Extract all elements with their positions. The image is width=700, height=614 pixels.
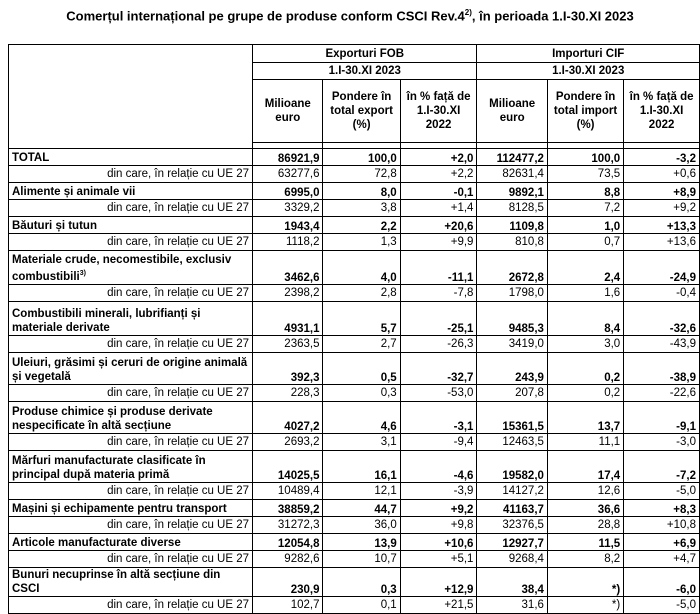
cell-exp-share: 1,3	[323, 234, 400, 251]
cell-imp-share: *)	[547, 597, 623, 614]
cell-exp-change: +9,2	[400, 500, 477, 517]
cell-imp-value: 8128,5	[477, 200, 547, 217]
row-label	[9, 353, 253, 385]
footnote-ref: 3)	[79, 270, 86, 278]
cell-exp-change: -3,1	[400, 402, 477, 434]
row-label-text: Mărfuri manufacturate clasificate în principal după materia primă	[12, 455, 206, 481]
cell-imp-value: 112477,2	[477, 149, 547, 166]
cell-imp-share: 13,7	[547, 402, 623, 434]
cell-exp-share: 3,8	[323, 200, 400, 217]
cell-exp-value: 3462,6	[253, 251, 323, 285]
cell-exp-share: 0,5	[323, 353, 400, 385]
table-row-eu27	[9, 200, 700, 217]
cell-imp-share: 11,1	[547, 434, 623, 451]
row-label-text: din care, în relație cu UE 27	[107, 485, 250, 497]
row-label	[9, 336, 253, 353]
cell-exp-value: 3329,2	[253, 200, 323, 217]
cell-exp-value: 10489,4	[253, 483, 323, 500]
row-label-text: TOTAL	[12, 152, 50, 164]
cell-imp-share: 8,8	[547, 183, 623, 200]
row-label	[9, 551, 253, 568]
table-body	[9, 149, 700, 614]
table-row-eu27	[9, 551, 700, 568]
cell-imp-change: -9,1	[624, 402, 700, 434]
table-row-group	[9, 217, 700, 234]
cell-imp-change: -5,0	[624, 483, 700, 500]
cell-imp-share: 11,5	[547, 534, 623, 551]
cell-exp-share: 0,3	[323, 385, 400, 402]
row-label-text: din care, în relație cu UE 27	[107, 553, 250, 565]
cell-imp-share: 1,0	[547, 217, 623, 234]
row-label-text: Produse chimice și produse derivate nespecificate în altă secțiune	[12, 406, 213, 432]
col-exp-change: în % față de 1.I-30.XI 2022	[400, 80, 477, 143]
table-row-eu27	[9, 483, 700, 500]
row-label-text: din care, în relație cu UE 27	[107, 436, 250, 448]
cell-exp-share: 5,7	[323, 302, 400, 336]
cell-exp-value: 228,3	[253, 385, 323, 402]
cell-exp-change: -7,8	[400, 285, 477, 302]
col-imp-change: în % față de 1.I-30.XI 2022	[624, 80, 700, 143]
cell-imp-change: -24,9	[624, 251, 700, 285]
row-label-text: din care, în relație cu UE 27	[107, 236, 250, 248]
cell-imp-share: 7,2	[547, 200, 623, 217]
cell-imp-share: 73,5	[547, 166, 623, 183]
cell-exp-share: 8,0	[323, 183, 400, 200]
cell-exp-share: 100,0	[323, 149, 400, 166]
cell-exp-share: 36,0	[323, 517, 400, 534]
cell-imp-change: +4,7	[624, 551, 700, 568]
table-row-group	[9, 302, 700, 336]
table-row-group	[9, 183, 700, 200]
cell-exp-change: +5,1	[400, 551, 477, 568]
row-label	[9, 285, 253, 302]
table-row-eu27	[9, 385, 700, 402]
cell-imp-change: -0,4	[624, 285, 700, 302]
cell-imp-value: 82631,4	[477, 166, 547, 183]
row-label-text: Mașini și echipamente pentru transport	[12, 503, 227, 515]
row-label	[9, 149, 253, 166]
cell-exp-value: 1118,2	[253, 234, 323, 251]
cell-imp-share: 0,2	[547, 353, 623, 385]
cell-imp-share: 8,2	[547, 551, 623, 568]
cell-imp-value: 41163,7	[477, 500, 547, 517]
row-label	[9, 451, 253, 483]
cell-exp-share: 2,7	[323, 336, 400, 353]
export-period: 1.I-30.XI 2023	[253, 63, 477, 80]
table-row-eu27	[9, 285, 700, 302]
cell-imp-value: 9892,1	[477, 183, 547, 200]
cell-exp-share: 44,7	[323, 500, 400, 517]
cell-imp-value: 19582,0	[477, 451, 547, 483]
cell-imp-change: -5,0	[624, 597, 700, 614]
cell-exp-change: -26,3	[400, 336, 477, 353]
cell-imp-change: +13,3	[624, 217, 700, 234]
cell-imp-change: -3,2	[624, 149, 700, 166]
cell-exp-value: 12054,8	[253, 534, 323, 551]
cell-imp-change: -6,0	[624, 568, 700, 597]
cell-imp-share: 17,4	[547, 451, 623, 483]
cell-exp-share: 2,8	[323, 285, 400, 302]
cell-imp-change: -3,0	[624, 434, 700, 451]
cell-exp-change: -53,0	[400, 385, 477, 402]
cell-exp-share: 72,8	[323, 166, 400, 183]
cell-exp-value: 31272,3	[253, 517, 323, 534]
row-label-text: Articole manufacturate diverse	[12, 537, 181, 549]
row-label	[9, 251, 253, 285]
cell-imp-value: 38,4	[477, 568, 547, 597]
cell-exp-change: +9,9	[400, 234, 477, 251]
row-label-text: Combustibili minerali, lubrifianți și materiale derivate	[12, 308, 201, 334]
cell-exp-value: 102,7	[253, 597, 323, 614]
row-label	[9, 483, 253, 500]
row-label-text: din care, în relație cu UE 27	[107, 599, 250, 611]
table-row-eu27	[9, 434, 700, 451]
cell-exp-value: 2398,2	[253, 285, 323, 302]
row-label-text: din care, în relație cu UE 27	[107, 387, 250, 399]
cell-imp-value: 14127,2	[477, 483, 547, 500]
row-label	[9, 517, 253, 534]
row-label-text: Băuturi și tutun	[12, 220, 97, 232]
row-label	[9, 234, 253, 251]
table-row-eu27	[9, 517, 700, 534]
table-row-group	[9, 500, 700, 517]
cell-exp-value: 4027,2	[253, 402, 323, 434]
cell-imp-change: -43,9	[624, 336, 700, 353]
cell-imp-change: +13,6	[624, 234, 700, 251]
cell-imp-change: -38,9	[624, 353, 700, 385]
row-label	[9, 166, 253, 183]
label-header-cell	[9, 45, 253, 149]
cell-exp-value: 2363,5	[253, 336, 323, 353]
cell-imp-value: 243,9	[477, 353, 547, 385]
row-label	[9, 402, 253, 434]
import-period: 1.I-30.XI 2023	[477, 63, 700, 80]
cell-imp-share: 3,0	[547, 336, 623, 353]
cell-imp-value: 15361,5	[477, 402, 547, 434]
col-imp-share: Pondere în total import (%)	[547, 80, 623, 143]
row-label	[9, 568, 253, 597]
cell-imp-value: 31,6	[477, 597, 547, 614]
cell-imp-share: 0,7	[547, 234, 623, 251]
row-label	[9, 302, 253, 336]
cell-exp-share: 12,1	[323, 483, 400, 500]
row-label-text: din care, în relație cu UE 27	[107, 519, 250, 531]
row-label	[9, 385, 253, 402]
table-row-group	[9, 534, 700, 551]
cell-exp-change: +12,9	[400, 568, 477, 597]
cell-exp-value: 9282,6	[253, 551, 323, 568]
cell-imp-change: +8,9	[624, 183, 700, 200]
cell-imp-change: +8,3	[624, 500, 700, 517]
cell-imp-change: +0,6	[624, 166, 700, 183]
cell-imp-share: 36,6	[547, 500, 623, 517]
cell-exp-value: 4931,1	[253, 302, 323, 336]
row-label	[9, 534, 253, 551]
cell-exp-share: 0,1	[323, 597, 400, 614]
row-label-text: din care, în relație cu UE 27	[107, 287, 250, 299]
cell-imp-share: 100,0	[547, 149, 623, 166]
cell-exp-change: +2,2	[400, 166, 477, 183]
cell-imp-value: 1798,0	[477, 285, 547, 302]
table-row-eu27	[9, 166, 700, 183]
cell-exp-change: -25,1	[400, 302, 477, 336]
cell-imp-share: 2,4	[547, 251, 623, 285]
row-label	[9, 500, 253, 517]
cell-imp-value: 1109,8	[477, 217, 547, 234]
cell-imp-change: -22,6	[624, 385, 700, 402]
row-label-text: din care, în relație cu UE 27	[107, 202, 250, 214]
cell-imp-value: 12927,7	[477, 534, 547, 551]
cell-imp-value: 3419,0	[477, 336, 547, 353]
cell-imp-value: 9485,3	[477, 302, 547, 336]
trade-table	[8, 44, 700, 614]
row-label	[9, 183, 253, 200]
cell-exp-value: 38859,2	[253, 500, 323, 517]
cell-exp-value: 2693,2	[253, 434, 323, 451]
table-row-eu27	[9, 234, 700, 251]
row-label-text: Materiale crude, necomestibile, exclusiv combustibili	[12, 254, 232, 283]
cell-imp-share: 28,8	[547, 517, 623, 534]
cell-exp-value: 230,9	[253, 568, 323, 597]
cell-exp-share: 2,2	[323, 217, 400, 234]
cell-imp-value: 207,8	[477, 385, 547, 402]
cell-imp-share: 0,2	[547, 385, 623, 402]
table-row-group	[9, 353, 700, 385]
cell-exp-change: -11,1	[400, 251, 477, 285]
cell-exp-value: 6995,0	[253, 183, 323, 200]
row-label-text: Alimente și animale vii	[12, 186, 136, 198]
cell-exp-share: 0,3	[323, 568, 400, 597]
col-exp-share: Pondere în total export (%)	[323, 80, 400, 143]
cell-imp-change: -7,2	[624, 451, 700, 483]
row-label	[9, 217, 253, 234]
col-imp-value: Milioane euro	[477, 80, 547, 143]
cell-imp-value: 12463,5	[477, 434, 547, 451]
page-title: Comerțul internațional pe grupe de produse conform CSCI Rev.4$^{2)}$, în perioada 1.I-30.XI 2023	[66, 8, 634, 24]
cell-imp-change: +6,9	[624, 534, 700, 551]
row-label	[9, 200, 253, 217]
table-row-group	[9, 568, 700, 597]
cell-exp-share: 3,1	[323, 434, 400, 451]
cell-imp-share: 1,6	[547, 285, 623, 302]
cell-imp-change: +10,8	[624, 517, 700, 534]
row-label-text: Bunuri necuprinse în altă secțiune din CSCI	[12, 569, 221, 595]
table-row-group	[9, 251, 700, 285]
row-label-text: din care, în relație cu UE 27	[107, 168, 250, 180]
cell-exp-share: 10,7	[323, 551, 400, 568]
cell-exp-value: 86921,9	[253, 149, 323, 166]
cell-exp-share: 4,0	[323, 251, 400, 285]
col-exp-value: Milioane euro	[253, 80, 323, 143]
table-row-group	[9, 402, 700, 434]
cell-imp-change: -32,6	[624, 302, 700, 336]
cell-imp-value: 32376,5	[477, 517, 547, 534]
cell-exp-change: -32,7	[400, 353, 477, 385]
cell-exp-change: +20,6	[400, 217, 477, 234]
cell-imp-share: 8,4	[547, 302, 623, 336]
cell-imp-share: *)	[547, 568, 623, 597]
cell-imp-share: 12,6	[547, 483, 623, 500]
cell-exp-change: +1,4	[400, 200, 477, 217]
row-label	[9, 597, 253, 614]
cell-exp-change: -4,6	[400, 451, 477, 483]
cell-exp-change: +21,5	[400, 597, 477, 614]
cell-imp-value: 810,8	[477, 234, 547, 251]
import-header: Importuri CIF	[477, 45, 700, 63]
row-label-text: din care, în relație cu UE 27	[107, 338, 250, 350]
cell-exp-value: 1943,4	[253, 217, 323, 234]
cell-imp-value: 9268,4	[477, 551, 547, 568]
cell-exp-change: -0,1	[400, 183, 477, 200]
table-row-eu27	[9, 597, 700, 614]
export-header: Exporturi FOB	[253, 45, 477, 63]
cell-exp-change: +9,8	[400, 517, 477, 534]
cell-exp-value: 392,3	[253, 353, 323, 385]
cell-imp-value: 2672,8	[477, 251, 547, 285]
cell-exp-share: 4,6	[323, 402, 400, 434]
table-row-eu27	[9, 336, 700, 353]
cell-exp-value: 63277,6	[253, 166, 323, 183]
table-row-group	[9, 149, 700, 166]
cell-imp-change: +9,2	[624, 200, 700, 217]
cell-exp-change: +10,6	[400, 534, 477, 551]
row-label-text: Uleiuri, grăsimi și ceruri de origine animală și vegetală	[12, 357, 248, 383]
cell-exp-change: -9,4	[400, 434, 477, 451]
cell-exp-value: 14025,5	[253, 451, 323, 483]
table-row-group	[9, 451, 700, 483]
cell-exp-share: 16,1	[323, 451, 400, 483]
cell-exp-share: 13,9	[323, 534, 400, 551]
cell-exp-change: +2,0	[400, 149, 477, 166]
cell-exp-change: -3,9	[400, 483, 477, 500]
row-label	[9, 434, 253, 451]
